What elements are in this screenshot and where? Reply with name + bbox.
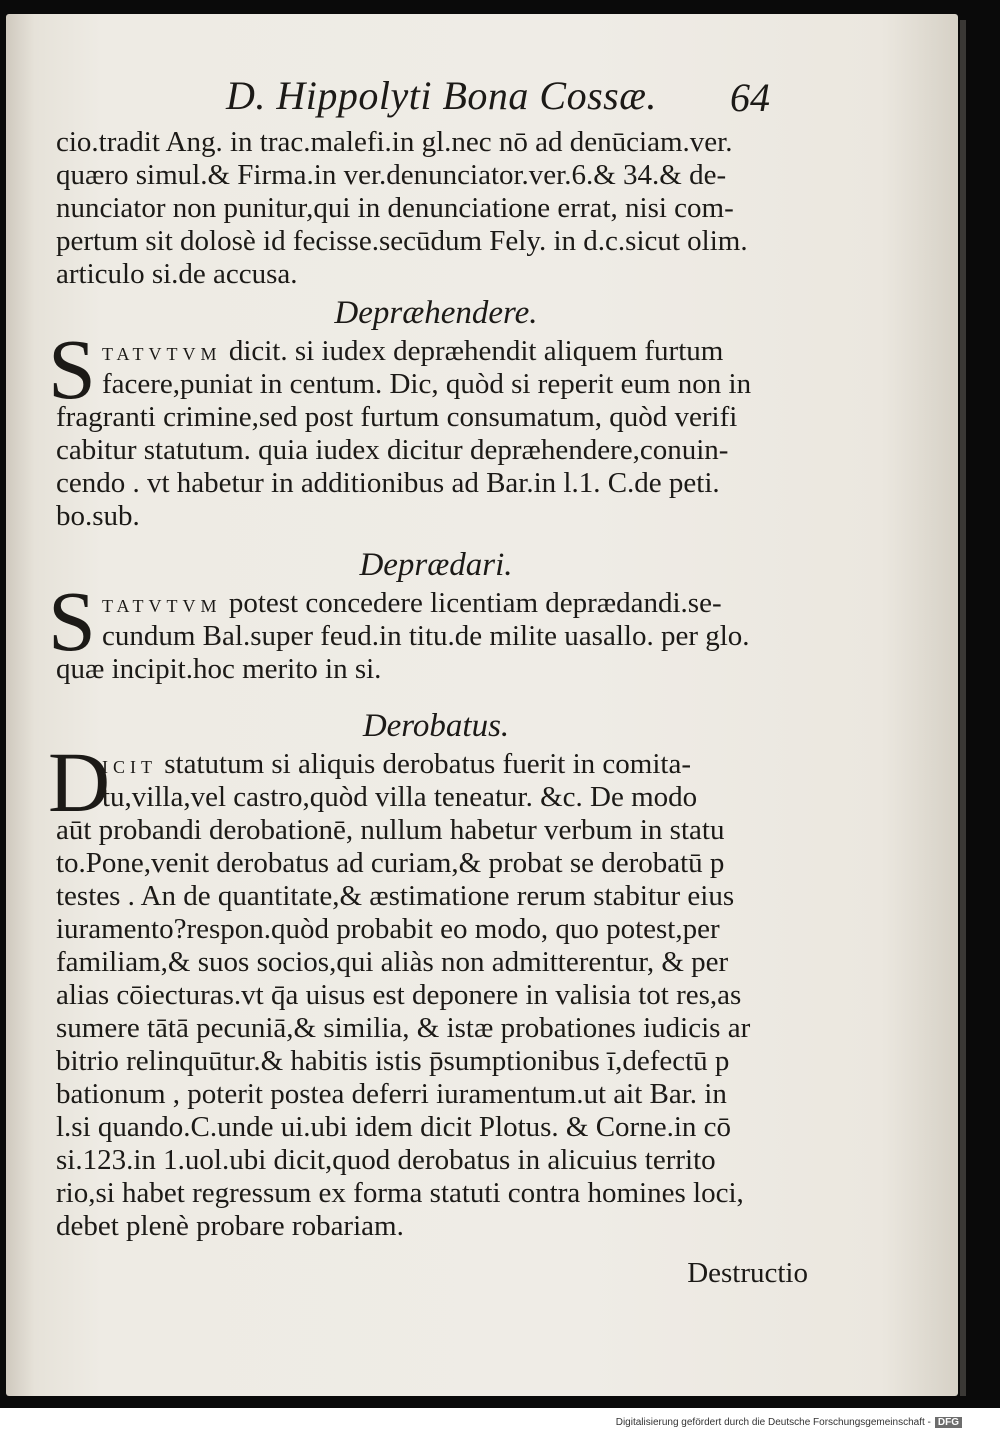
- text-line: familiam,& suos socios,qui aliàs non admitterentur, & per: [56, 946, 729, 978]
- page-edge: [960, 20, 966, 1396]
- text-line: [56, 587, 816, 620]
- text-line: [56, 335, 816, 368]
- funding-footer: [616, 1417, 962, 1428]
- section-heading: Depræhendere.: [334, 295, 538, 331]
- text-line: to.Pone,venit derobatus ad curiam,& probat se derobatū p: [56, 847, 725, 879]
- text-line: cabitur statutum. quia iudex dicitur depræhendere,conuin-: [56, 434, 729, 466]
- text-line: pertum sit dolosè id fecisse.secūdum Fely. in d.c.sicut olim.: [56, 225, 748, 257]
- text-line: facere,puniat in centum. Dic, quòd si reperit eum non in: [102, 368, 752, 400]
- intro-paragraph: [56, 126, 816, 291]
- text-line: tu,villa,vel castro,quòd villa teneatur. &c. De modo: [102, 781, 698, 813]
- page-header: [56, 72, 816, 126]
- text-line: bationum , poterit postea deferri iuramentum.ut ait Bar. in: [56, 1078, 727, 1110]
- section-paragraph: [48, 321, 816, 533]
- page-number: 64: [730, 75, 770, 120]
- text-line: l.si quando.C.unde ui.ubi idem dicit Plotus. & Corne.in cō: [56, 1111, 732, 1143]
- text-line: articulo si.de accusa.: [56, 258, 298, 290]
- running-title: D. Hippolyti Bona Cossæ.: [226, 73, 657, 118]
- text-line: iuramento?respon.quòd probabit eo modo, quo potest,per: [56, 913, 720, 945]
- text-line: quæro simul.& Firma.in ver.denunciator.ver.6.& 34.& de-: [56, 159, 727, 191]
- text-line: [56, 748, 816, 781]
- small-caps-word: ICIT: [102, 757, 157, 777]
- line-text: potest concedere licentiam deprædandi.se-: [228, 587, 722, 619]
- section-heading: Deprædari.: [359, 547, 513, 583]
- text-line: bo.sub.: [56, 500, 140, 532]
- text-line: quæ incipit.hoc merito in si.: [56, 653, 382, 685]
- drop-cap: S: [48, 321, 96, 417]
- catchword: Destructio: [687, 1257, 808, 1289]
- text-line: aūt probandi derobationē, nullum habetur verbum in statu: [56, 814, 725, 846]
- text-line: sumere tātā pecuniā,& similia, & istæ probationes iudicis ar: [56, 1012, 751, 1044]
- drop-cap: D: [48, 734, 111, 830]
- text-line: bitrio relinquūtur.& habitis istis p̄sumptionibus ī,defectū p: [56, 1045, 730, 1077]
- text-line: cundum Bal.super feud.in titu.de milite uasallo. per glo.: [102, 620, 750, 652]
- line-text: dicit. si iudex depræhendit aliquem furtum: [228, 335, 724, 367]
- text-line: rio,si habet regressum ex forma statuti contra homines loci,: [56, 1177, 744, 1209]
- footer-text: Digitalisierung gefördert durch die Deutsche Forschungsgemeinschaft -: [615, 1417, 931, 1428]
- dfg-logo: DFG: [935, 1417, 962, 1428]
- text-line: si.123.in 1.uol.ubi dicit,quod derobatus in alicuius territo: [56, 1144, 716, 1176]
- small-caps-word: TATVTVM: [102, 596, 222, 616]
- drop-cap: S: [48, 573, 96, 669]
- text-line: nunciator non punitur,qui in denunciatione errat, nisi com-: [56, 192, 734, 224]
- text-line: cio.tradit Ang. in trac.malefi.in gl.nec nō ad denūciam.ver.: [56, 126, 733, 158]
- page-text: [48, 72, 816, 1290]
- section-heading: Derobatus.: [362, 708, 510, 744]
- section-paragraph: [48, 734, 816, 1243]
- line-text: statutum si aliquis derobatus fuerit in comita-: [164, 748, 691, 780]
- text-line: debet plenè probare robariam.: [56, 1210, 404, 1242]
- text-line: testes . An de quantitate,& æstimatione rerum stabitur eius: [56, 880, 735, 912]
- text-line: cendo . vt habetur in additionibus ad Bar.in l.1. C.de peti.: [56, 467, 720, 499]
- text-line: fragranti crimine,sed post furtum consumatum, quòd verifi: [56, 401, 738, 433]
- section-paragraph: [48, 573, 816, 686]
- text-line: alias cōiecturas.vt q̄a uisus est deponere in valisia tot res,as: [56, 979, 742, 1011]
- small-caps-word: TATVTVM: [102, 344, 222, 364]
